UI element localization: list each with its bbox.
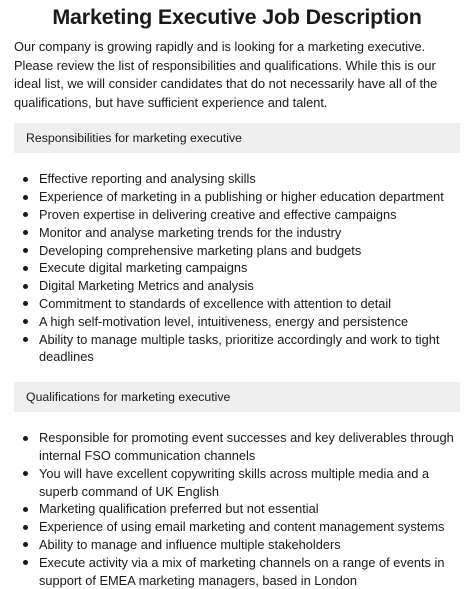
list-item: Effective reporting and analysing skills [14, 170, 460, 188]
qualifications-list [14, 429, 460, 589]
list-item: Experience of using email marketing and content management systems [14, 518, 460, 536]
intro-paragraph: Our company is growing rapidly and is looking for a marketing executive. Please review the list of responsibilities and qualifications. While this is our ideal list, we will consider candidates that do not necessarily have all of the qualifications, but have sufficient experience and talent. [14, 39, 438, 110]
list-item: Responsible for promoting event successes and key deliverables through internal FSO communication channels [14, 429, 460, 465]
list-item: Digital Marketing Metrics and analysis [14, 277, 460, 295]
list-item: Commitment to standards of excellence with attention to detail [14, 295, 460, 313]
list-item: Execute digital marketing campaigns [14, 259, 460, 277]
list-item: Ability to manage and influence multiple stakeholders [14, 536, 460, 554]
list-item: Monitor and analyse marketing trends for the industry [14, 224, 460, 242]
list-item: You will have excellent copywriting skills across multiple media and a superb command of UK English [14, 465, 460, 501]
qualifications-heading: Qualifications for marketing executive [14, 382, 460, 412]
qualifications-section [14, 382, 460, 589]
list-item: Execute activity via a mix of marketing channels on a range of events in support of EMEA marketing managers, based in London [14, 554, 460, 589]
responsibilities-section [14, 123, 460, 366]
list-item: Proven expertise in delivering creative and effective campaigns [14, 206, 460, 224]
list-item: Ability to manage multiple tasks, prioritize accordingly and work to tight deadlines [14, 331, 460, 367]
responsibilities-heading: Responsibilities for marketing executive [14, 123, 460, 153]
list-item: Experience of marketing in a publishing or higher education department [14, 188, 460, 206]
page-title: Marketing Executive Job Description [52, 5, 422, 29]
list-item: Marketing qualification preferred but not essential [14, 500, 460, 518]
list-item: Developing comprehensive marketing plans and budgets [14, 242, 460, 260]
responsibilities-list [14, 170, 460, 366]
list-item: A high self-motivation level, intuitiveness, energy and persistence [14, 313, 460, 331]
